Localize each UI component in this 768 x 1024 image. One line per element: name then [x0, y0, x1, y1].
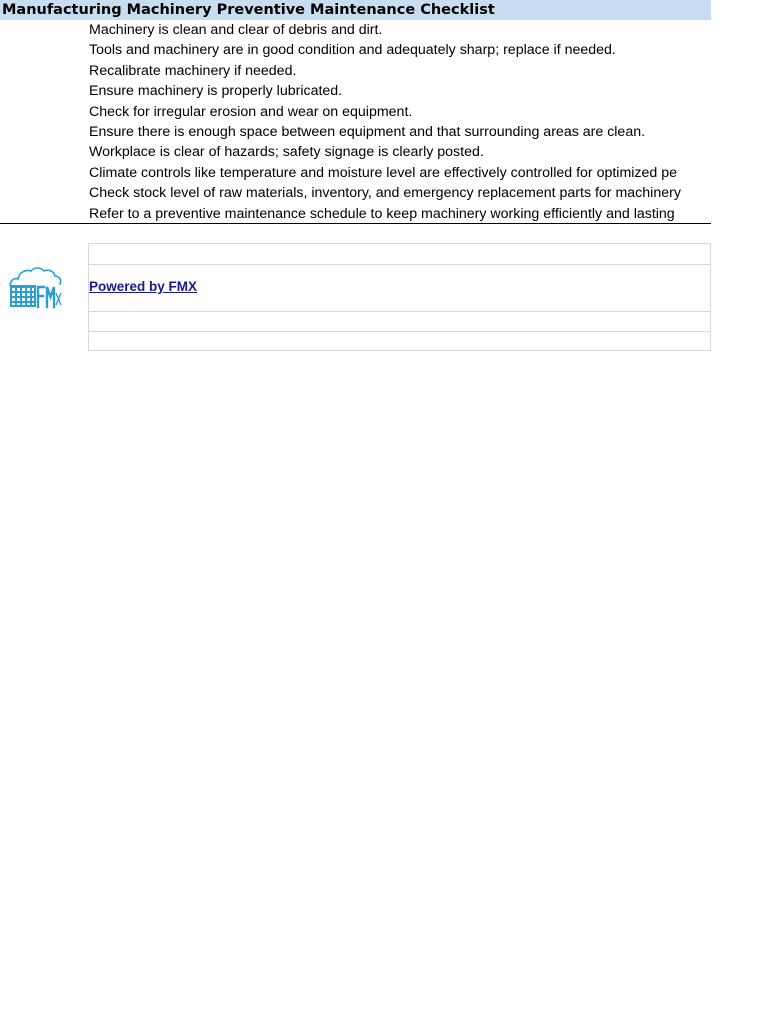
checklist-item[interactable]: Tools and machinery are in good condition and adequately sharp; replace if needed.: [89, 42, 616, 59]
checklist-item[interactable]: Workplace is clear of hazards; safety signage is clearly posted.: [89, 144, 484, 161]
checklist-item[interactable]: Ensure there is enough space between equipment and that surrounding areas are clean.: [89, 123, 646, 140]
grid-row: [89, 331, 710, 351]
grid-row: [89, 243, 710, 264]
page-title: Manufacturing Machinery Preventive Maintenance Checklist: [2, 2, 495, 18]
grid-row: [89, 311, 710, 331]
checklist-item[interactable]: Climate controls like temperature and moisture level are effectively controlled for optimized pe: [89, 164, 678, 181]
checklist-item[interactable]: Recalibrate machinery if needed.: [89, 62, 297, 79]
checklist-item[interactable]: Refer to a preventive maintenance schedule to keep machinery working efficiently and lasting: [89, 205, 675, 222]
checklist-item[interactable]: Machinery is clean and clear of debris and dirt.: [89, 22, 383, 38]
checklist-item[interactable]: Check stock level of raw materials, inventory, and emergency replacement parts for machinery: [89, 185, 681, 202]
checklist-item[interactable]: Check for irregular erosion and wear on equipment.: [89, 103, 413, 120]
title-bar: [0, 0, 711, 20]
checklist: [89, 20, 711, 224]
powered-by-link[interactable]: Powered by FMX: [89, 279, 198, 294]
spreadsheet-sheet: [0, 0, 711, 360]
checklist-item[interactable]: Ensure machinery is properly lubricated.: [89, 83, 343, 100]
grid-row: [89, 264, 710, 311]
fmx-logo-icon[interactable]: [7, 265, 63, 311]
footer-grid: [88, 243, 711, 351]
section-divider: [0, 223, 711, 224]
